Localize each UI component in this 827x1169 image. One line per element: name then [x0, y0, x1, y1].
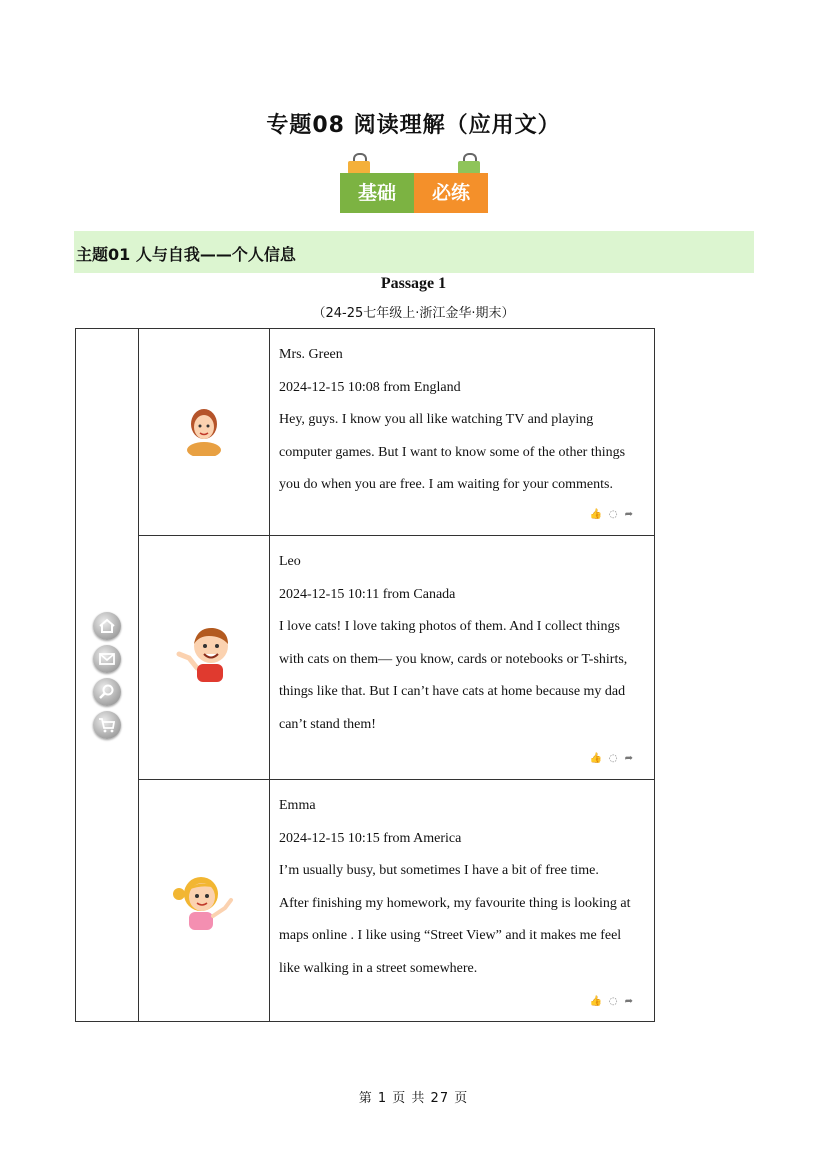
avatar-girl-icon	[173, 872, 237, 934]
post-content	[270, 329, 655, 535]
post-line: things like that. But I can’t have cats at home because my dad	[279, 684, 626, 699]
badge-left-label: 基础	[340, 173, 414, 213]
post-line: computer games. But I want to know some of the other things	[279, 444, 626, 460]
clip-icon	[348, 153, 370, 175]
cart-icon[interactable]	[93, 711, 121, 739]
post-content	[270, 780, 655, 1022]
post-line: Hey, guys. I know you all like watching TV and playing	[279, 412, 594, 427]
practice-badge	[340, 153, 488, 215]
mail-icon[interactable]	[93, 645, 121, 673]
post-author: Emma	[279, 798, 316, 813]
post-row-emma	[139, 780, 655, 1022]
avatar-woman-icon	[184, 406, 224, 456]
passage-source: （24-25七年级上·浙江金华·期末）	[312, 306, 515, 321]
post-line: can’t stand them!	[279, 716, 376, 732]
page-title: 专题08 阅读理解（应用文）	[266, 113, 561, 138]
avatar-cell	[139, 780, 270, 1022]
post-author: Leo	[279, 554, 301, 569]
home-icon[interactable]	[93, 612, 121, 640]
post-row-leo	[139, 536, 655, 780]
post-line: with cats on them— you know, cards or notebooks or T-shirts,	[279, 651, 628, 667]
post-meta: 2024-12-15 10:11 from Canada	[279, 586, 456, 602]
post-actions-like-comment-share[interactable]: 👍◌➦	[589, 996, 640, 1007]
forum-sidebar	[76, 329, 139, 1021]
post-line: I’m usually busy, but sometimes I have a bit of free time.	[279, 863, 599, 878]
avatar-cell	[139, 536, 270, 779]
post-actions-like-comment-share[interactable]: 👍◌➦	[589, 509, 640, 520]
passage-title: Passage 1	[380, 275, 447, 292]
search-icon[interactable]	[93, 678, 121, 706]
section-heading-bar	[74, 231, 754, 273]
clip-icon	[458, 153, 480, 175]
post-line: After finishing my homework, my favourite thing is looking at	[279, 895, 631, 911]
post-actions-like-comment-share[interactable]: 👍◌➦	[589, 753, 640, 764]
avatar-cell	[139, 329, 270, 535]
post-author: Mrs. Green	[279, 347, 343, 362]
badge-right-label: 必练	[414, 173, 488, 213]
post-line: like walking in a street somewhere.	[279, 960, 478, 976]
page-footer: 第 1 页 共 27 页	[358, 1091, 469, 1106]
post-content	[270, 536, 655, 779]
section-heading: 主题01 人与自我——个人信息	[76, 245, 296, 264]
post-line: maps online . I like using “Street View” and it makes me feel	[279, 928, 622, 943]
post-row-mrs-green	[139, 329, 655, 536]
post-meta: 2024-12-15 10:15 from America	[279, 830, 462, 846]
post-line: I love cats! I love taking photos of them. And I collect things	[279, 619, 620, 634]
forum-board	[75, 328, 655, 1022]
post-line: you do when you are free. I am waiting for your comments.	[279, 477, 613, 492]
avatar-boy-icon	[175, 624, 235, 686]
post-meta: 2024-12-15 10:08 from England	[279, 379, 461, 395]
nav-icon-group	[91, 612, 123, 744]
